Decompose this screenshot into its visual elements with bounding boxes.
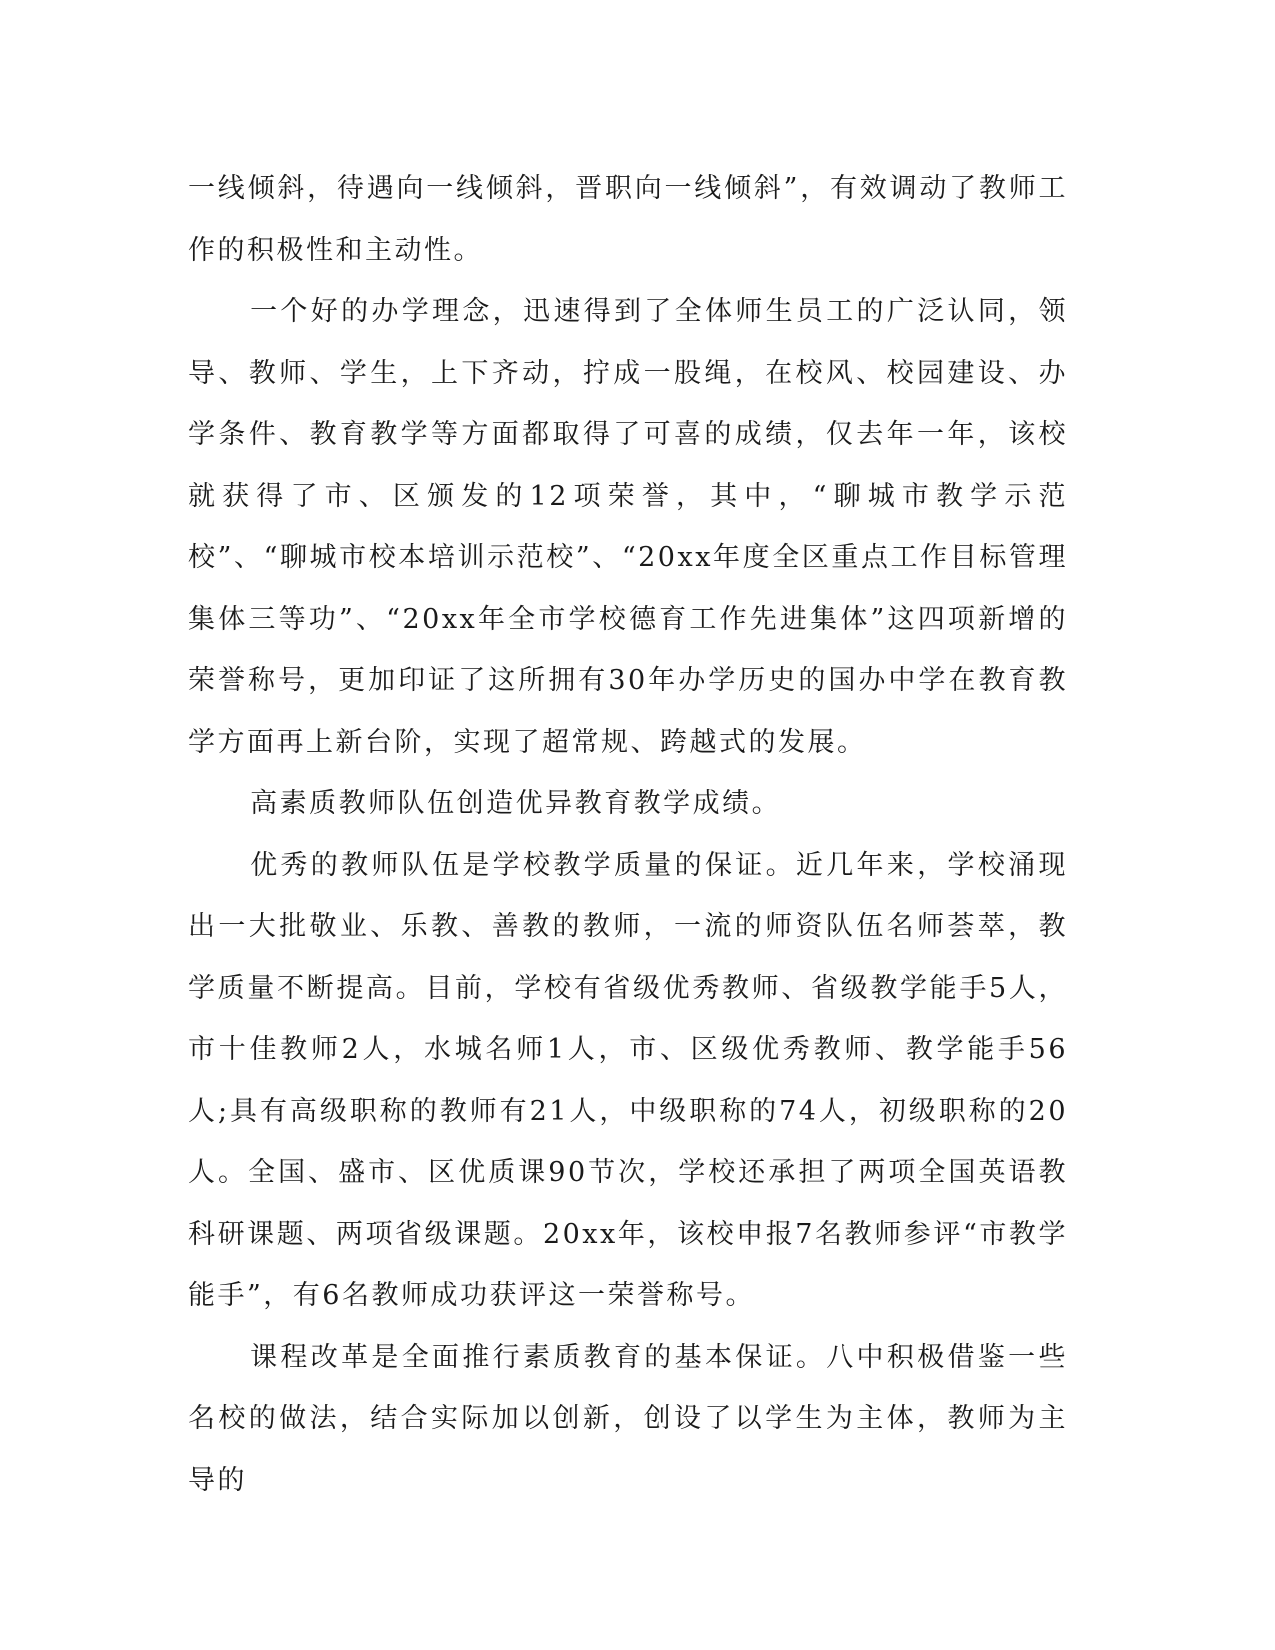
- document-body: [188, 158, 1068, 1511]
- paragraph-5: 课程改革是全面推行素质教育的基本保证。八中积极借鉴一些名校的做法，结合实际加以创新，创设了以学生为主体，教师为主导的: [188, 1341, 1068, 1496]
- paragraph-4: 优秀的教师队伍是学校教学质量的保证。近几年来，学校涌现出一大批敬业、乐教、善教的教师，一流的师资队伍名师荟萃，教学质量不断提高。目前，学校有省级优秀教师、省级教学能手5人，市十佳教师2人，水城名师1人，市、区级优秀教师、教学能手56人;具有高级职称的教师有21人，中级职称的74人，初级职称的20人。全国、盛市、区优质课90节次，学校还承担了两项全国英语教科研课题、两项省级课题。20xx年，该校申报7名教师参评“市教学能手”，有6名教师成功获评这一荣誉称号。: [188, 849, 1068, 1311]
- paragraph-1: 一线倾斜，待遇向一线倾斜，晋职向一线倾斜”，有效调动了教师工作的积极性和主动性。: [188, 173, 1068, 266]
- paragraph-2: 一个好的办学理念，迅速得到了全体师生员工的广泛认同，领导、教师、学生，上下齐动，拧成一股绳，在校风、校园建设、办学条件、教育教学等方面都取得了可喜的成绩，仅去年一年，该校就获得了市、区颁发的12项荣誉，其中，“聊城市教学示范校”、“聊城市校本培训示范校”、“20xx年度全区重点工作目标管理集体三等功”、“20xx年全市学校德育工作先进集体”这四项新增的荣誉称号，更加印证了这所拥有30年办学历史的国办中学在教育教学方面再上新台阶，实现了超常规、跨越式的发展。: [188, 296, 1068, 758]
- paragraph-3-heading: 高素质教师队伍创造优异教育教学成绩。: [250, 788, 782, 819]
